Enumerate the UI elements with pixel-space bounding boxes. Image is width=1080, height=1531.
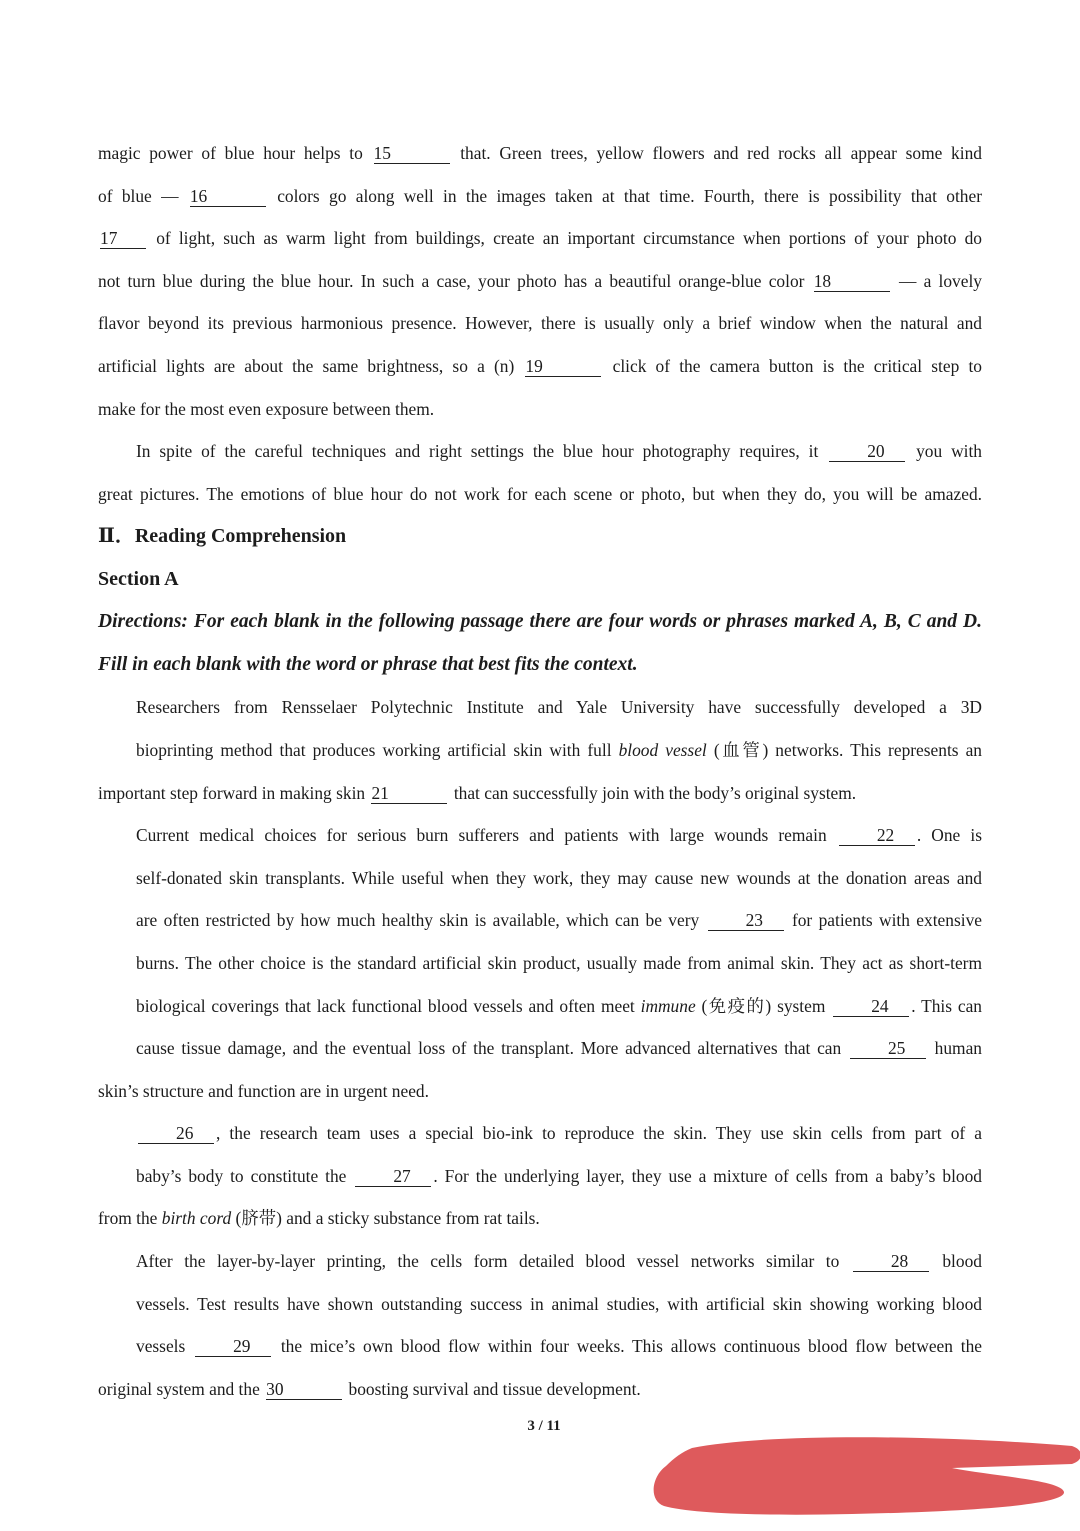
text-line: Researchers from Rensselaer Polytechnic Institute and Yale University have successfully developed a 3D [136, 697, 982, 718]
blank-18: 18 [814, 271, 890, 292]
text-line: self-donated skin transplants. While useful when they work, they may cause new wounds at the donation areas and [136, 867, 982, 888]
text-line: 17 of light, such as warm light from buildings, create an important circumstance when portions of your photo do [100, 228, 982, 249]
text-line: not turn blue during the blue hour. In such a case, your photo has a beautiful orange-blue color 18 — a lovely [98, 270, 982, 291]
paragraph-medical-choices [98, 814, 982, 1070]
blank-16: 16 [190, 186, 266, 207]
document-page [98, 132, 982, 1410]
paragraph-bio-ink [98, 1112, 982, 1197]
directions-text: Directions: For each blank in the following passage there are four words or phrases marked A, B, C and D. Fill in each blank with the word or phrase that best fits the context. [98, 611, 982, 675]
paragraph-blue-hour-2 [98, 430, 982, 473]
term-blood-vessel: blood vessel [618, 739, 707, 760]
text-line: cause tissue damage, and the eventual loss of the transplant. More advanced alternatives that can 25 human [136, 1038, 982, 1059]
text-line: of blue — 16 colors go along well in the images taken at that time. Fourth, there is possibility that other [98, 185, 982, 206]
paragraph-end-line: make for the most even exposure between them. [98, 398, 435, 419]
term-birth-cord: birth cord [161, 1208, 232, 1229]
paragraph-blue-hour-1 [98, 132, 982, 388]
text-line: are often restricted by how much healthy skin is available, which can be very 23 for patients with extensive [136, 910, 982, 931]
section-title: Ⅱ．Reading Comprehension [98, 525, 347, 548]
text-line: flavor beyond its previous harmonious presence. However, there is usually only a brief window when the natural and [98, 313, 982, 334]
blank-20: 20 [829, 441, 905, 462]
text-line: biological coverings that lack functional blood vessels and often meet immune (免疫的) system 24 . This can [136, 995, 982, 1016]
redaction-mark [652, 1436, 1080, 1516]
blank-29: 29 [195, 1336, 271, 1357]
paragraph-end-line: skin’s structure and function are in urgent need. [98, 1080, 429, 1101]
text-line: burns. The other choice is the standard artificial skin product, usually made from animal skin. They act as short-term [136, 952, 982, 973]
text-line: artificial lights are about the same brightness, so a (n) 19 click of the camera button is the critical step to [98, 355, 982, 376]
text-line: vessels. Test results have shown outstanding success in animal studies, with artificial skin showing working blood [136, 1293, 982, 1314]
blank-26: 26 [138, 1123, 214, 1144]
text-line: baby’s body to constitute the 27 . For the underlying layer, they use a mixture of cells from a baby’s blood [136, 1165, 982, 1186]
blank-22: 22 [839, 825, 915, 846]
blank-23: 23 [708, 910, 784, 931]
blank-30: 30 [266, 1379, 342, 1400]
redaction-stroke [654, 1437, 1080, 1514]
text-line: After the layer-by-layer printing, the cells form detailed blood vessel networks similar to 28 blood [136, 1251, 982, 1272]
text-line: vessels 29 the mice’s own blood flow within four weeks. This allows continuous blood flow between the [136, 1336, 982, 1357]
blank-27: 27 [355, 1166, 431, 1187]
paragraph-researchers [98, 686, 982, 771]
term-immune: immune [640, 995, 696, 1016]
paragraph-printing [98, 1240, 982, 1368]
paragraph-end-line: original system and the 30 boosting survival and tissue development. [98, 1378, 641, 1399]
text-line: In spite of the careful techniques and right settings the blue hour photography requires, it 20 you with [136, 441, 982, 462]
blank-25: 25 [850, 1038, 926, 1059]
blank-19: 19 [525, 356, 601, 377]
text-line: 26 , the research team uses a special bio-ink to reproduce the skin. They use skin cells from part of a [98, 1112, 982, 1155]
text-line: Current medical choices for serious burn sufferers and patients with large wounds remain 22 . One is [136, 825, 982, 846]
text-line: magic power of blue hour helps to 15 that. Green trees, yellow flowers and red rocks all appear some kind [98, 143, 982, 163]
page-number: 3 / 11 [527, 1418, 561, 1434]
text-line: bioprinting method that produces working artificial skin with full blood vessel (血管) networks. This represents an [136, 739, 983, 760]
section-subtitle: Section A [98, 568, 179, 591]
blank-21: 21 [371, 783, 447, 804]
blank-15: 15 [374, 143, 450, 164]
paragraph-end-line: great pictures. The emotions of blue hour do not work for each scene or photo, but when they do, you will be amazed. [98, 483, 982, 504]
paragraph-end-line: important step forward in making skin 21 that can successfully join with the body’s original system. [98, 782, 857, 803]
paragraph-end-line: from the birth cord (脐带) and a sticky substance from rat tails. [98, 1208, 540, 1229]
blank-28: 28 [853, 1251, 929, 1272]
blank-24: 24 [833, 996, 909, 1017]
blank-17: 17 [100, 228, 146, 249]
